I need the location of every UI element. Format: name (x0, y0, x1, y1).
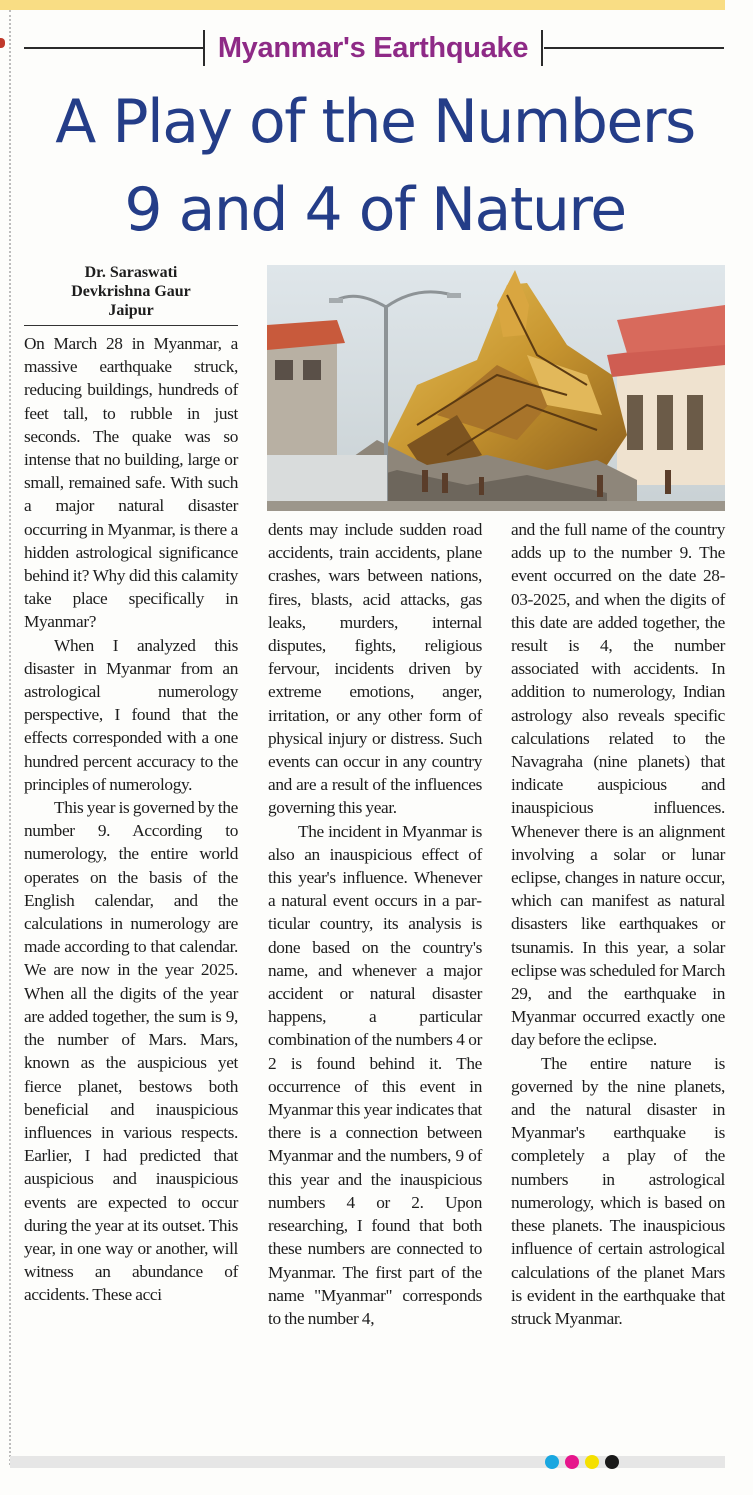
registration-dot (585, 1455, 599, 1469)
page-gutter-rule (9, 10, 11, 1465)
paragraph: This year is governed by the number 9. According to numerology, the entire world operates on the basis of the English calendar, and the calculations in numerology are made according to that calendar. We are now in the year 2025. When all the digits of the year are added together, the sum is 9, the number of Mars. Mars, known as the auspicious yet fierce planet, bestows both beneficial and inauspicious influences in various respects. Earlier, I had predicted that auspicious and inauspicious events are expected to occur during the year at its outset. This year, in one way or another, will witness an abundance of accidents. These acci (24, 798, 238, 1305)
registration-dot (565, 1455, 579, 1469)
author-city: Jaipur (108, 302, 154, 319)
paragraph: The incident in Myanmar is also an inauspicious effect of this year's influence. Whenever a natural event occurs in a particular country, its analysis is done based on the country's name, and whenever a major accident or natural disaster happens, a particular combination of the numbers 4 or 2 is found behind it. The occurrence of this event in Myanmar this year indicates that there is a connection between Myanmar and the numbers, 9 of this year and the inauspicious numbers 4 or 2. Upon researching, I found that both these numbers are connected to Myanmar. The first part of the name "Myanmar" corresponds to the number 4, (268, 821, 482, 1328)
paragraph: The entire nature is governed by the nine planets, and the natural disaster in Myanmar's earthquake is completely a play of the numbers in astrological numerology, which is based on these planets. The inauspicious influence of certain astrological calculations of the planet Mars is evident in the earthquake that struck Myanmar. (511, 1053, 725, 1328)
kicker-tick-right (541, 30, 543, 66)
section-kicker: Myanmar's Earthquake (217, 32, 529, 64)
paragraph: and the full name of the country adds up to the number 9. The event occurred on the date 28-03-2025, and when the digits of this date are added together, the result is 4, the number associated with accidents. In addition to numerology, Indian astrology also reveals specific calculations related to the Navagraha (nine planets) that indicate auspicious and inauspicious influences. Whenever there is an alignment involving a solar or lunar eclipse, changes in nature occur, which can manifest as natural disasters like earthquakes or tsunamis. In this year, a solar eclipse was scheduled for March 29, and the earthquake in Myanmar occurred exactly one day before the eclipse. (511, 520, 725, 1050)
collapsed-pagoda-illustration (267, 265, 725, 511)
top-color-bar (0, 0, 725, 10)
paragraph: On March 28 in Myanmar, a massive earthquake struck, reducing buildings, hundreds of feet tall, to rubble in just seconds. The quake was so intense that no building, large or small, remained safe. With such a major natural disaster occurring in Myanmar, is there a hidden astrological significance behind it? Why did this calamity take place specifically in Myanmar? (24, 334, 238, 632)
article-column-2 (268, 518, 482, 1330)
headline-line-1: A Play of the Numbers (55, 87, 695, 157)
headline-line-2: 9 and 4 of Nature (124, 175, 626, 245)
paragraph: dents may include sudden road accidents, train accidents, plane crashes, wars between nations, fires, blasts, acid attacks, gas leaks, murders, internal disputes, fights, religious fervour, incidents driven by extreme emotions, anger, irritation, or any other form of physical injury or distress. Such events can occur in any country and are a result of the influences governing this year. (268, 520, 482, 818)
earthquake-photo (267, 265, 725, 511)
byline-rule (24, 325, 238, 326)
byline (24, 263, 238, 320)
kicker-tick-left (203, 30, 205, 66)
paragraph: When I analyzed this disaster in Myanmar from an astrological numerology perspective, I found that the effects corresponded with a one hundred percent accuracy to the principles of numerology. (24, 635, 238, 794)
registration-dot (545, 1455, 559, 1469)
article-column-1 (24, 332, 238, 1307)
author-name-line-2: Devkrishna Gaur (71, 283, 191, 300)
page-edge-mark (0, 38, 5, 48)
registration-dot (605, 1455, 619, 1469)
headline (14, 78, 736, 254)
article-column-3 (511, 518, 725, 1330)
kicker-rule-left (24, 47, 204, 49)
author-name-line-1: Dr. Saraswati (84, 264, 178, 281)
kicker-rule-right (544, 47, 724, 49)
